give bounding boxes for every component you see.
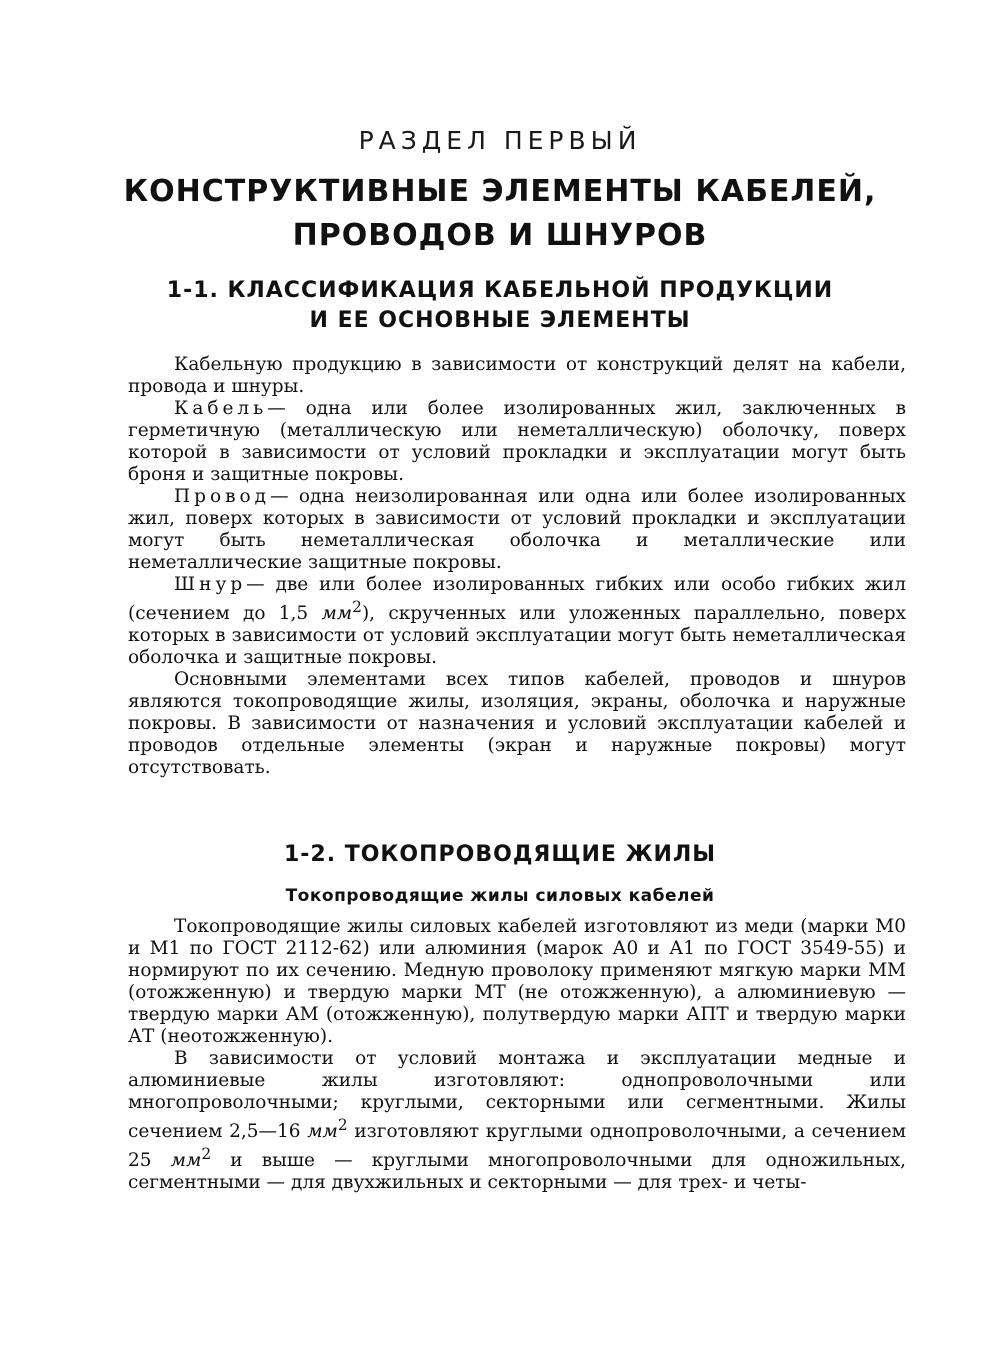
unit-superscript: 2 (352, 598, 362, 616)
paragraph: Основными элементами всех типов кабелей, проводов и шнуров являются токопроводящие жилы, изоляция, экраны, оболочка и наружные покровы. В зависимости от назначения и условий эксплуатации кабелей и проводов отдельные элементы (экран и наружные покровы) могут отсутствовать. (128, 669, 906, 779)
definition-text: ), скрученных или уложенных параллельно, поверх которых в зависимости от условий эксплуатации могут быть неметаллическая оболочка и защитные покровы. (128, 603, 906, 669)
chapter-title (60, 170, 940, 258)
unit-mm: мм (321, 603, 353, 625)
paragraph-definition-cable (128, 398, 906, 486)
section-2-body (128, 916, 906, 1194)
unit-mm: мм (170, 1150, 202, 1172)
paragraph (128, 1048, 906, 1194)
section-2-heading: 1-2. ТОКОПРОВОДЯЩИЕ ЖИЛЫ (283, 842, 717, 867)
term-cord: Шнур (174, 574, 247, 595)
definition-text: — одна или более изолированных жил, заключенных в герметичную (металлическую или неметаллическую) оболочку, поверх которой в зависимости от условий прокладки и эксплуатации могут быть броня и защитные покровы. (128, 398, 906, 485)
section-1-body (128, 354, 906, 779)
chapter-title-line-2: ПРОВОДОВ И ШНУРОВ (292, 218, 708, 253)
definition-text: — одна неизолированная или одна или более изолированных жил, поверх которых в зависимости от условий прокладки и эксплуатации могут быть неметаллическая оболочка и металлические или неметаллические защитные покровы. (128, 486, 906, 573)
unit-mm: мм (307, 1121, 338, 1143)
text-run: и выше — круглыми многопроволочными для одножильных, сегментными — для двухжильных и секторными — для трех- и четы- (128, 1150, 907, 1194)
section-1-heading (60, 276, 940, 336)
term-cable: Кабель (174, 398, 268, 419)
unit-superscript: 2 (201, 1145, 212, 1164)
section-label: РАЗДЕЛ ПЕРВЫЙ (358, 126, 642, 155)
paragraph-definition-wire (128, 486, 906, 574)
chapter-title-line-1: КОНСТРУКТИВНЫЕ ЭЛЕМЕНТЫ КАБЕЛЕЙ, (123, 174, 877, 209)
term-wire: Провод (174, 486, 271, 507)
paragraph-definition-cord (128, 574, 906, 669)
paragraph: Кабельную продукцию в зависимости от конструкций делят на кабели, провода и шнуры. (128, 354, 906, 397)
section-2-subheading: Токопроводящие жилы силовых кабелей (285, 886, 715, 906)
unit-superscript: 2 (337, 1116, 348, 1134)
text-run: В зависимости от условий монтажа и эксплуатации медные и алюминиевые жилы изготовляют: однопроволочными или многопроволочными; круглыми, секторными или сегментными. Жилы сечением 2,5—16 (128, 1048, 906, 1143)
paragraph: Токопроводящие жилы силовых кабелей изготовляют из меди (марки М0 и М1 по ГОСТ 2112-62) или алюминия (марок А0 и А1 по ГОСТ 3549-55) и нормируют по их сечению. Медную проволоку применяют мягкую марки ММ (отожженную) и твердую марки МТ (не отожженную), а алюминиевую — твердую марки АМ (отожженную), полутвердую марки АПТ и твердую марки АТ (неотожженную). (128, 916, 906, 1047)
section-1-heading-line-2: И ЕЕ ОСНОВНЫЕ ЭЛЕМЕНТЫ (309, 308, 691, 333)
definition-text: — две или более изолированных гибких или особо гибких жил (сечением до 1,5 (128, 574, 906, 625)
text-run: изготовляют круглыми однопроволочными, а сечением 25 (128, 1121, 906, 1172)
section-1-heading-line-1: 1-1. КЛАССИФИКАЦИЯ КАБЕЛЬНОЙ ПРОДУКЦИИ (166, 278, 834, 303)
